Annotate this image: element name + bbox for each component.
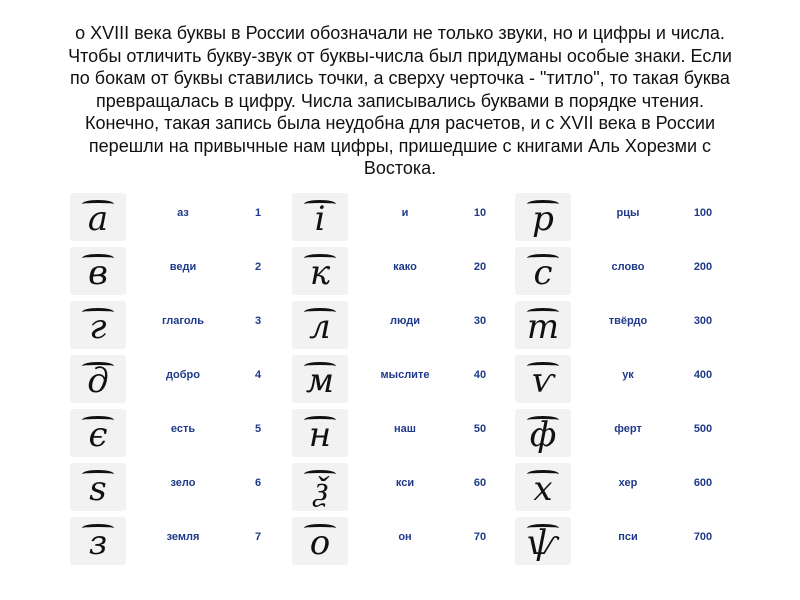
letter-name: он	[398, 531, 412, 543]
table-row	[515, 193, 745, 247]
numeric-value: 40	[473, 369, 487, 381]
table-row	[292, 463, 522, 517]
intro-paragraph: о XVIII века буквы в России обозначали не только звуки, но и цифры и числа. Чтобы отличить букву-звук от буквы-числа был придуманы особые знаки. Если по бокам от буквы ставились точки, а сверху черточка - "титло", то такая буква превращалась в цифру. Числа записывались буквами в порядке чтения. Конечно, такая запись была неудобна для расчетов, и с XVII века в России перешли на привычные нам цифры, пришедшие с книгами Аль Хорезми с Востока.	[68, 23, 732, 178]
letter-name: веди	[169, 261, 197, 273]
numeric-value: 3	[254, 315, 262, 327]
cyrillic-numeral-glyph: ѯ	[292, 463, 348, 511]
column-hundreds	[515, 193, 745, 571]
table-row	[515, 355, 745, 409]
cyrillic-numeral-glyph: с	[515, 247, 571, 295]
cyrillic-numeral-glyph: х	[515, 463, 571, 511]
numeric-value: 700	[693, 531, 713, 543]
numeric-value: 5	[254, 423, 262, 435]
letter-name: рцы	[616, 207, 640, 219]
numeric-value: 50	[473, 423, 487, 435]
table-row	[515, 247, 745, 301]
numeric-value: 100	[693, 207, 713, 219]
letter-name: слово	[611, 261, 645, 273]
cyrillic-numeral-glyph: і	[292, 193, 348, 241]
letter-name: есть	[170, 423, 196, 435]
numeric-value: 6	[254, 477, 262, 489]
numeric-value: 4	[254, 369, 262, 381]
table-row	[515, 517, 745, 571]
numeric-value: 500	[693, 423, 713, 435]
table-row	[292, 409, 522, 463]
numeric-value: 200	[693, 261, 713, 273]
letter-name: и	[401, 207, 409, 219]
cyrillic-numeral-glyph: в	[70, 247, 126, 295]
table-row	[70, 193, 300, 247]
table-row	[292, 355, 522, 409]
table-row	[70, 517, 300, 571]
numeric-value: 70	[473, 531, 487, 543]
table-row	[515, 409, 745, 463]
cyrillic-numeral-glyph: т	[515, 301, 571, 349]
table-row	[70, 301, 300, 355]
letter-name: како	[393, 261, 417, 273]
letter-name: наш	[394, 423, 416, 435]
cyrillic-numeral-glyph: р	[515, 193, 571, 241]
cyrillic-numeral-glyph: г	[70, 301, 126, 349]
letter-name: ферт	[614, 423, 642, 435]
numeric-value: 30	[473, 315, 487, 327]
cyrillic-numeral-glyph: а	[70, 193, 126, 241]
cyrillic-numeral-glyph: ѵ	[515, 355, 571, 403]
letter-name: аз	[177, 207, 189, 219]
cyrillic-numeral-glyph: д	[70, 355, 126, 403]
table-row	[515, 463, 745, 517]
letter-name: земля	[166, 531, 200, 543]
cyrillic-numeral-glyph: к	[292, 247, 348, 295]
letter-name: кси	[395, 477, 415, 489]
letter-name: ук	[622, 369, 634, 381]
cyrillic-numeral-glyph: є	[70, 409, 126, 457]
column-units	[70, 193, 300, 571]
letter-name: глаголь	[161, 315, 205, 327]
letter-name: зело	[170, 477, 196, 489]
table-row	[292, 301, 522, 355]
cyrillic-numeral-glyph: о	[292, 517, 348, 565]
numeric-value: 10	[473, 207, 487, 219]
table-row	[292, 193, 522, 247]
table-row	[515, 301, 745, 355]
numeric-value: 20	[473, 261, 487, 273]
numeric-value: 300	[693, 315, 713, 327]
cyrillic-numeral-glyph: ѕ	[70, 463, 126, 511]
letter-name: хер	[618, 477, 638, 489]
numeric-value: 60	[473, 477, 487, 489]
table-row	[70, 463, 300, 517]
table-row	[70, 355, 300, 409]
table-row	[70, 409, 300, 463]
table-row	[70, 247, 300, 301]
letter-name: пси	[618, 531, 638, 543]
cyrillic-numeral-glyph: н	[292, 409, 348, 457]
table-row	[292, 247, 522, 301]
cyrillic-numeral-glyph: ѱ	[515, 517, 571, 565]
numeric-value: 1	[254, 207, 262, 219]
numeric-value: 7	[254, 531, 262, 543]
letter-name: люди	[390, 315, 420, 327]
letter-name: добро	[166, 369, 200, 381]
numeric-value: 400	[693, 369, 713, 381]
numeric-value: 2	[254, 261, 262, 273]
numeric-value: 600	[693, 477, 713, 489]
cyrillic-numeral-glyph: ф	[515, 409, 571, 457]
table-row	[292, 517, 522, 571]
cyrillic-numeral-glyph: л	[292, 301, 348, 349]
cyrillic-numeral-glyph: м	[292, 355, 348, 403]
letter-name: твёрдо	[608, 315, 648, 327]
column-tens	[292, 193, 522, 571]
letter-name: мыслите	[380, 369, 430, 381]
cyrillic-numeral-glyph: з	[70, 517, 126, 565]
